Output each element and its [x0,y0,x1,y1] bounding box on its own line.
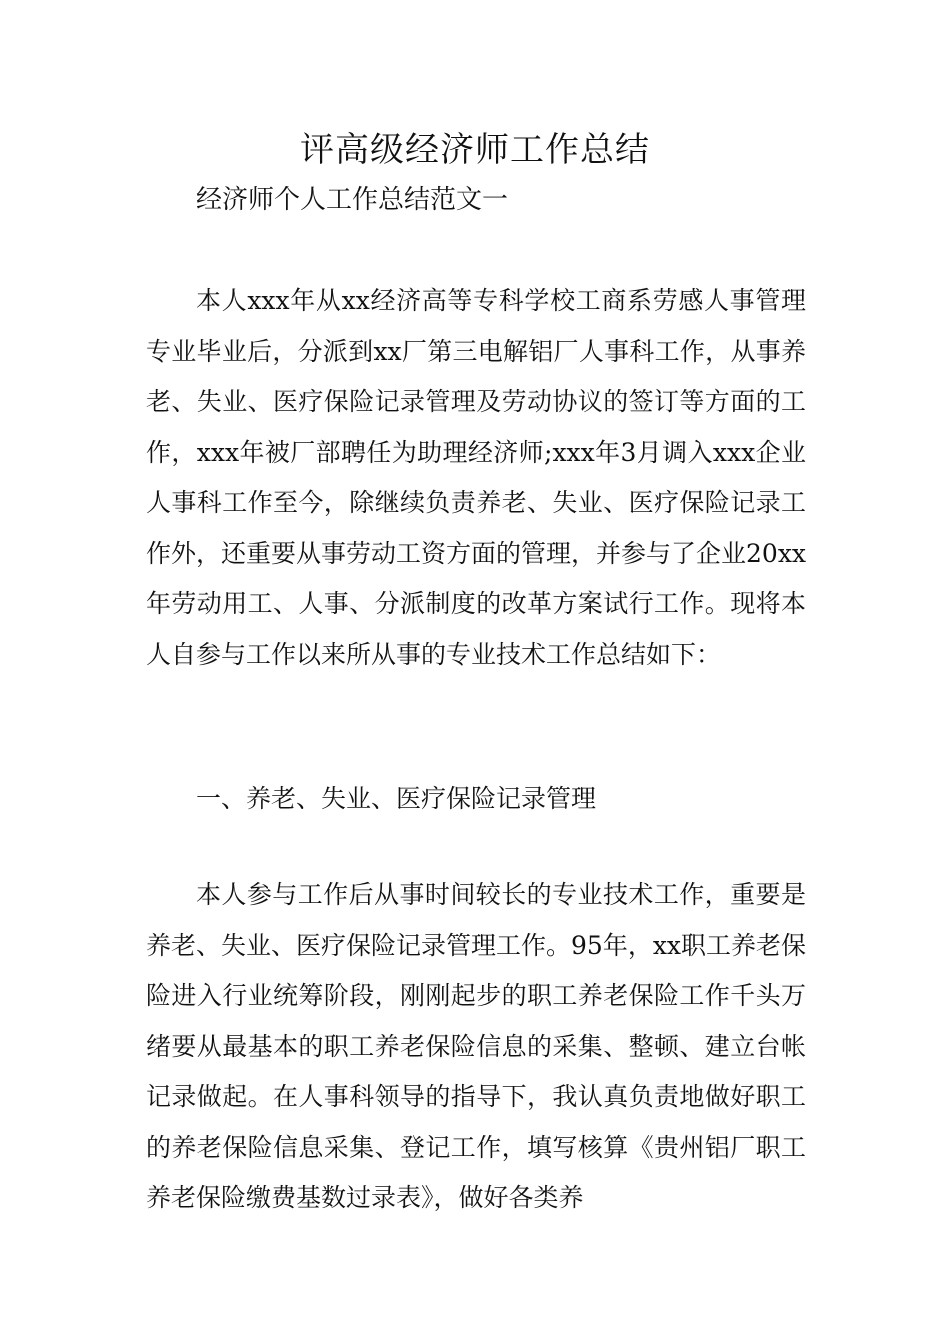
document-title: 评高级经济师工作总结 [300,130,650,170]
intro-paragraph: 本人xxx年从xx经济高等专科学校工商系劳感人事管理专业毕业后，分派到xx厂第三电解铝厂人事科工作，从事养老、失业、医疗保险记录管理及劳动协议的签订等方面的工作，xxx年被厂部聘任为助理经济师;xxx年3月调入xxx企业人事科工作至今，除继续负责养老、失业、医疗保险记录工作外，还重要从事劳动工资方面的管理，并参与了企业20xx年劳动用工、人事、分派制度的改革方案试行工作。现将本人自参与工作以来所从事的专业技术工作总结如下： [146,286,807,669]
section-paragraph: 本人参与工作后从事时间较长的专业技术工作，重要是养老、失业、医疗保险记录管理工作。95年，xx职工养老保险进入行业统筹阶段，刚刚起步的职工养老保险工作千头万绪要从最基本的职工养老保险信息的采集、整顿、建立台帐记录做起。在人事科领导的指导下，我认真负责地做好职工的养老保险信息采集、登记工作，填写核算《贵州铝厂职工养老保险缴费基数过录表》，做好各类养 [146,880,807,1212]
section-heading: 一、养老、失业、医疗保险记录管理 [196,784,597,813]
document-subtitle: 经济师个人工作总结范文一 [196,185,509,215]
